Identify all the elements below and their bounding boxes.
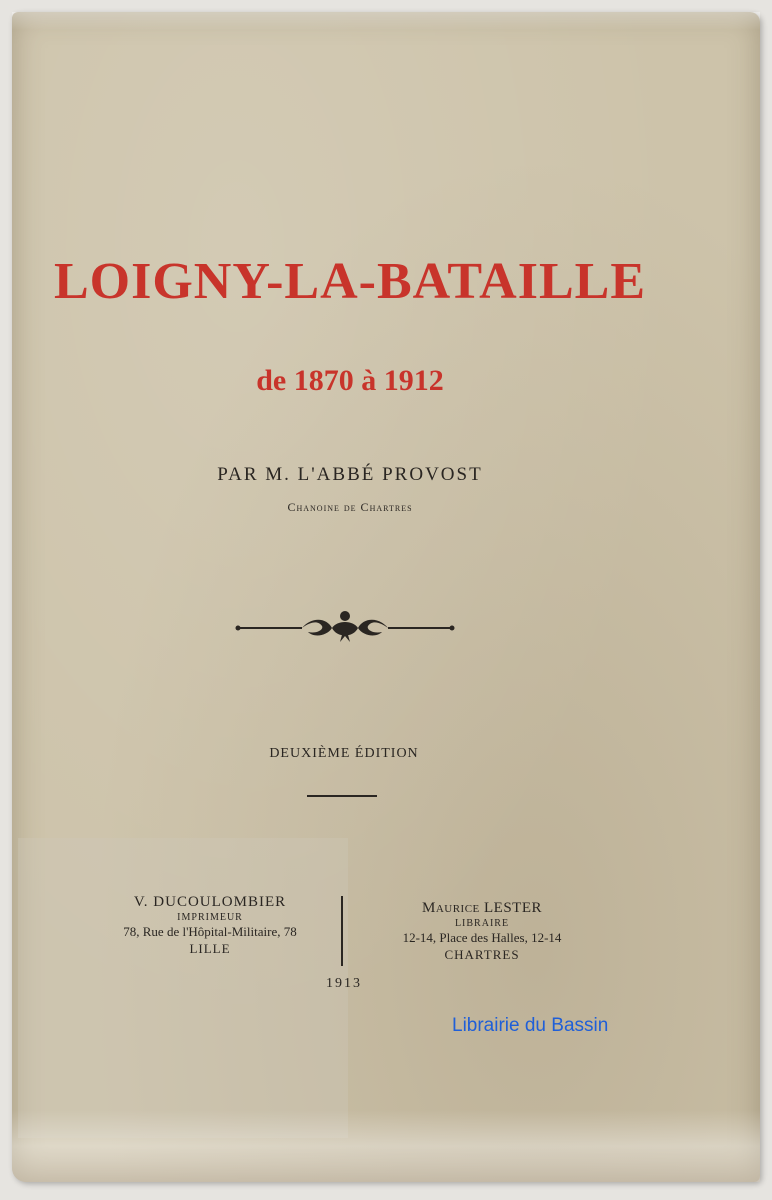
bookseller-block [352, 899, 612, 963]
bookseller-city: CHARTRES [444, 946, 520, 962]
plastic-sleeve-bottom [12, 1110, 760, 1182]
author-line: PAR M. L'ABBÉ PROVOST [217, 464, 483, 485]
printer-block [80, 893, 340, 957]
printer-address: 78, Rue de l'Hôpital-Militaire, 78 [123, 924, 297, 940]
bookseller-address: 12-14, Place des Halles, 12-14 [402, 930, 562, 946]
bookseller-name: Maurice LESTER [421, 900, 543, 916]
publisher-divider [341, 896, 343, 966]
short-rule [307, 795, 377, 797]
publication-year: 1913 [326, 976, 362, 991]
fleuron-ornament-icon [232, 606, 458, 646]
edition-label: DEUXIÈME ÉDITION [269, 746, 419, 761]
seller-watermark: Librairie du Bassin [452, 1015, 609, 1036]
printer-city: LILLE [189, 940, 231, 956]
printer-name: V. DUCOULOMBIER [133, 894, 287, 910]
book-subtitle: de 1870 à 1912 [256, 364, 444, 397]
printer-role: IMPRIMEUR [177, 911, 243, 923]
plastic-sleeve-top [12, 12, 760, 30]
author-role: Chanoine de Chartres [287, 500, 413, 514]
book-title: LOIGNY-LA-BATAILLE [53, 253, 647, 310]
bookseller-role: LIBRAIRE [454, 917, 510, 929]
